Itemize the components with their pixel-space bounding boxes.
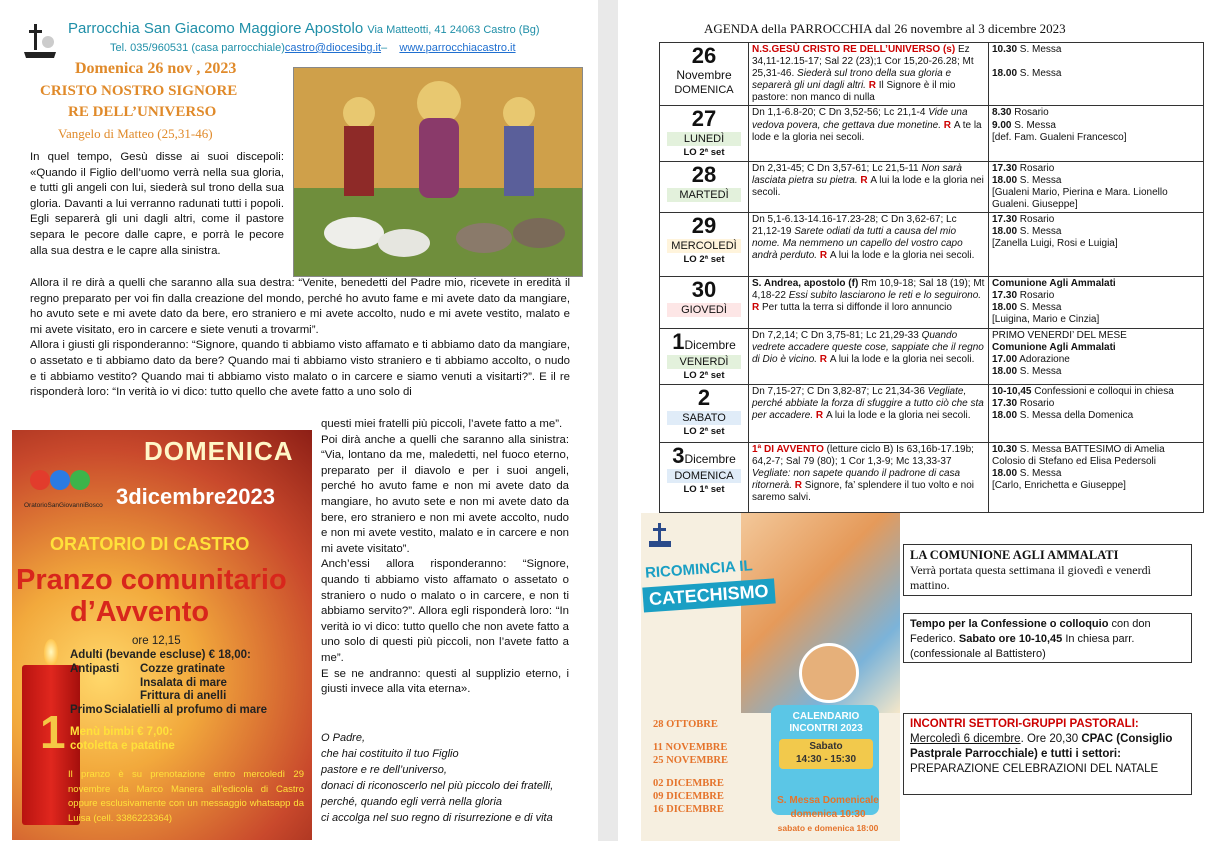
agenda-table (659, 42, 1204, 513)
mass-line (992, 238, 1200, 250)
meetings-end: PREPARAZIONE CELEBRAZIONI DEL NATALE (910, 763, 1159, 775)
poster-oratory: ORATORIO DI CASTRO (50, 534, 250, 554)
kids-price: Menù bimbi € 7,00: (70, 726, 173, 738)
gospel-paragraph-6: E se ne andranno: questi al supplizio eterno, i giusti invece alla vita eterna». (321, 667, 569, 696)
reading-text: A lui la lode e la gloria nei secoli. (752, 174, 984, 198)
day-number: 26 (691, 43, 717, 68)
agenda-date-cell (660, 161, 749, 212)
mass-line (992, 386, 1200, 398)
date-item: 28 OTTOBRE (653, 719, 718, 730)
mass-line (992, 314, 1200, 326)
gospel-reference: Vangelo di Matteo (25,31-46) (58, 126, 213, 141)
readings-cell (749, 106, 989, 161)
confession-title: Tempo per la Confessione o colloquio (910, 618, 1109, 630)
mass-cell (989, 212, 1204, 276)
confession-text-1: con don Federico. (910, 618, 1151, 645)
reading-text: Dn 5,1-6.13-14.16-17.23-28; C Dn 3,62-67; Lc 21,12-19 (752, 213, 957, 238)
agenda-row (660, 106, 1204, 161)
date-item: 16 DICEMBRE (653, 804, 724, 815)
reading-text: 1ª DI AVVENTO (752, 443, 824, 455)
agenda-row (660, 43, 1204, 106)
communion-text: Verrà portata questa settimana il giovedì e venerdì mattino. (910, 563, 1151, 592)
reading-text: Quando vedrete accadere queste cose, sappiate che il regno di Dio è vicino. (752, 329, 984, 366)
mass-time: 18.00 (992, 226, 1018, 238)
mass-cell (989, 384, 1204, 442)
reading-text: Vegliate: non sapete quando il padrone di casa ritornerà. (752, 468, 961, 492)
mass-line (992, 354, 1200, 366)
catechism-poster (641, 513, 900, 841)
oratory-logo (26, 464, 96, 500)
mass-line (992, 342, 1200, 354)
liturgy-week: LO 2ª set (683, 253, 725, 265)
date-item: 09 DICEMBRE (653, 791, 724, 802)
reading-text: Ez 34,11-12.15-17; Sal 22 (23);1 Cor 15,20-26.28; Mt 25,31-46. (752, 44, 974, 80)
meetings-bold: CPAC (Consiglio Pastprale Parrocchiale) e tutti i settori: (910, 733, 1173, 760)
website-link[interactable]: www.parrocchiacastro.it (399, 42, 516, 54)
weekday-label: MARTEDÌ (667, 188, 741, 202)
mass-time: 18.00 (992, 410, 1018, 422)
reading-text: R (817, 250, 830, 262)
mass-time: 10-10,45 (992, 385, 1032, 397)
mass-label: PRIMO VENERDI’ DEL MESE (992, 329, 1127, 341)
right-page (618, 0, 1216, 841)
reading-text: A lui la lode e la gloria nei secoli. (825, 410, 971, 422)
adults-price: Adulti (bevande escluse) € 18,00: (70, 649, 251, 661)
prayer-line: perché, quando egli verrà nella gloria (321, 796, 503, 808)
calendar-hours: 14:30 - 15:30 (795, 754, 857, 765)
liturgy-week: LO 2ª set (683, 425, 725, 437)
gospel-paragraph-5: Anch’essi allora risponderanno: “Signore, quando ti abbiamo visto affamato o assetato o straniero o nudo o malato o in carcere, e non ti abbiamo servito?”. Allora egli risponderà loro: “In verità io vi dico: tutto quello che non avete fatto a uno solo di questi più piccoli, non l’avete fatto a me”. (321, 558, 569, 664)
weekday-label: VENERDÌ (667, 355, 741, 369)
mass-label: Comunione Agli Ammalati (992, 277, 1116, 289)
weekday-label: DOMENICA (667, 469, 741, 483)
agenda-date-cell (660, 212, 749, 276)
reading-text: S. Andrea, apostolo (f) (752, 277, 862, 289)
mass-sub: sabato e domenica 18:00 (777, 823, 879, 833)
parish-header (68, 20, 540, 37)
poster-date: 3dicembre2023 (116, 484, 275, 509)
mass-title: S. Messa Domenicale (777, 795, 879, 806)
mass-label: [def. Fam. Gualeni Francesco] (992, 131, 1127, 143)
mass-line (992, 107, 1200, 119)
agenda-date-cell (660, 442, 749, 512)
email-link[interactable]: castro@diocesibg.it (284, 42, 382, 54)
confession-text-2: In chiesa parr. (confessionale al Battistero) (910, 633, 1135, 660)
readings-cell (749, 161, 989, 212)
mass-time: 17.30 (992, 162, 1018, 174)
mass-line (992, 480, 1200, 492)
mass-label: S. Messa (1017, 68, 1062, 80)
calendar-title: CALENDARIO INCONTRI 2023 (789, 711, 863, 734)
mass-cell (989, 43, 1204, 106)
mass-label: S. Messa BATTESIMO di Amelia Colosio di Stefano ed Elisa Pedersoli (992, 443, 1165, 468)
parish-logo (20, 22, 60, 60)
communion-notice (903, 544, 1192, 596)
reading-text: R (865, 80, 879, 92)
reading-text: R (752, 302, 762, 314)
reading-text: R (857, 174, 871, 186)
candle: 1 (22, 665, 80, 825)
mass-label: S. Messa (1017, 468, 1062, 480)
date-item: 11 NOVEMBRE (653, 742, 728, 753)
reading-text: A te la lode e la gloria nei secoli. (752, 119, 982, 143)
reading-text: Per tutta la terra si diffonde il loro annuncio (762, 302, 952, 314)
agenda-row (660, 328, 1204, 384)
meetings-date: Mercoledì 6 dicembre (910, 733, 1021, 745)
prayer-line: che hai costituito il tuo Figlio (321, 748, 459, 760)
catechism-icon (649, 523, 671, 547)
agenda-row (660, 276, 1204, 328)
gospel-paragraph-2: Allora il re dirà a quelli che saranno alla sua destra: “Venite, benedetti del Padre mio, ricevete in eredità il regno preparato per voi fin dalla creazione del mondo, perché ho avuto fame e mi avete dato da mangiare, ho avuto sete e mi avete dato da bere, ero straniero e mi avete accolto, nudo e mi avete vestito, malato e mi avete visitato, ero in carcere e siete venuti a trovarmi”. (30, 277, 570, 336)
mass-time: 18.00 (992, 302, 1018, 314)
mass-line (992, 278, 1200, 290)
mass-time: 17.00 (992, 354, 1018, 366)
mass-line (992, 290, 1200, 302)
day-number: 27 (691, 106, 717, 132)
mass-label: [Gualeni Mario, Pierina e Mara. Lionello Gualeni. Giuseppe] (992, 186, 1168, 210)
mass-label: Rosario (1017, 213, 1055, 225)
mass-time: 17.30 (992, 213, 1018, 225)
day-number: 30 (691, 276, 717, 302)
agenda-row (660, 161, 1204, 212)
catechism-title-1: RICOMINCIA IL (644, 557, 754, 582)
weekday-label: LUNEDÌ (667, 132, 741, 146)
meetings-notice (903, 713, 1192, 795)
collect-prayer (321, 730, 581, 826)
mass-line (992, 366, 1200, 378)
mass-time: 18.00 (992, 68, 1018, 80)
mass-time: 18.00 (992, 366, 1018, 378)
agenda-date-cell (660, 106, 749, 161)
readings-cell (749, 276, 989, 328)
mass-line (992, 226, 1200, 238)
reading-text: Sarete odiati da tutti a causa del mio nome. Ma nemmeno un capello del vostro capo andrà perduto. (752, 226, 963, 262)
reading-text: Siederà sul trono della sua gloria e separerà gli uni dagli altri. (752, 68, 952, 92)
agenda-date-cell (660, 328, 749, 384)
reading-text: Dn 1,1-6.8-20; C Dn 3,52-56; Lc 21,1-4 (752, 107, 929, 119)
date-item: 25 NOVEMBRE (653, 755, 728, 766)
day-number: 2 (697, 384, 711, 410)
mass-time: 10.30 (992, 44, 1018, 55)
menu-row: Antipasti Cozze gratinate (70, 663, 225, 675)
mass-cell (989, 442, 1204, 512)
mass-line (992, 132, 1200, 144)
mass-time: 17.30 (992, 290, 1018, 302)
reading-text: (letture ciclo B) Is 63,16b-17.19b; 64,2-7; Sal 79 (80); 1 Cor 1,3-9; Mc 13,33-37 (752, 443, 974, 468)
mass-label: S. Messa (1011, 119, 1056, 131)
mass-line (992, 44, 1200, 56)
mass-line (992, 175, 1200, 187)
mass-line (992, 120, 1200, 132)
mass-time: 8.30 (992, 107, 1012, 119)
mass-line (992, 398, 1200, 410)
agenda-title: AGENDA della PARROCCHIA dal 26 novembre al 3 dicembre 2023 (704, 21, 1066, 36)
parish-name: Parrocchia San Giacomo Maggiore Apostolo (68, 20, 364, 37)
readings-cell (749, 384, 989, 442)
christ-king-mosaic (293, 67, 583, 277)
sunday-date: Domenica 26 nov , 2023 (75, 60, 237, 77)
feast-title-1: CRISTO NOSTRO SIGNORE (40, 83, 238, 99)
meetings-title: INCONTRI SETTORI-GRUPPI PASTORALI: (910, 718, 1139, 730)
agenda-row (660, 442, 1204, 512)
reading-text: Signore, fa’ splendere il tuo volto e noi saremo salvi. (752, 480, 974, 504)
mass-label: Rosario (1017, 290, 1055, 302)
reading-text: Essi subito lasciarono le reti e lo seguirono. (788, 290, 982, 302)
communion-title: LA COMUNIONE AGLI AMMALATI (910, 548, 1119, 562)
prayer-line: O Padre, (321, 732, 366, 744)
mass-label: S. Messa della Domenica (1017, 410, 1134, 422)
mass-line (992, 68, 1200, 80)
reading-text: R (817, 354, 830, 366)
gospel-paragraph-3b: questi miei fratelli più piccoli, l’avete fatto a me”. (321, 418, 563, 430)
month-label: Dicembre (684, 337, 736, 352)
menu-row: Frittura di anelli (140, 690, 227, 702)
poster-title-1: Pranzo comunitario (16, 564, 287, 596)
booking-note: Il pranzo è su prenotazione entro mercoledì 29 novembre da Marco Manera all’edicola di Castro oppure esclusivamente con un messaggio whatsapp da Luisa (cell. 3386223364) (68, 769, 304, 824)
confession-notice (903, 613, 1192, 663)
liturgy-week: LO 2ª set (683, 147, 725, 159)
gospel-paragraph-4: Poi dirà anche a quelli che saranno alla sinistra: “Via, lontano da me, maledetti, nel fuoco eterno, preparato per il diavolo e per i suoi angeli, perché ho avuto fame e non mi avete dato da mangiare, ho avuto sete e non mi avete dato da bere, ero straniero e non mi avete accolto, nudo e non mi avete vestito, malato e in carcere e non mi avete visitato”. (321, 433, 569, 555)
mass-time: 17.30 (992, 398, 1018, 410)
mass-label: Comunione Agli Ammalati (992, 342, 1116, 354)
mass-label: [Carlo, Enrichetta e Giuseppe] (992, 480, 1126, 492)
mass-label: Adorazione (1017, 354, 1070, 366)
mass-cell (989, 106, 1204, 161)
mass-line (992, 163, 1200, 175)
prayer-line: donaci di riconoscerlo nel più piccolo dei fratelli, (321, 780, 554, 792)
mass-line (992, 468, 1200, 480)
left-page (0, 0, 598, 841)
mass-label: [Luigina, Mario e Cinzia] (992, 314, 1100, 326)
reading-text: N.S.GESÙ CRISTO RE DELL’UNIVERSO (s) (752, 44, 956, 55)
mass-label: [Zanella Luigi, Rosi e Luigia] (992, 238, 1118, 250)
mass-time: 18.00 (992, 468, 1018, 480)
mass-time: 9.00 (992, 119, 1012, 131)
mass-cell (989, 328, 1204, 384)
reading-text: Vegliate, perché abbiate la forza di sfuggire a tutto ciò che sta per accadere. (752, 385, 984, 422)
poster-day: DOMENICA (144, 436, 294, 466)
mass-label: S. Messa (1017, 174, 1062, 186)
mass-time: 18.00 (992, 174, 1018, 186)
mass-line (992, 302, 1200, 314)
mass-line (992, 187, 1200, 211)
menu-list (70, 663, 267, 717)
readings-cell (749, 212, 989, 276)
date-item: 02 DICEMBRE (653, 778, 724, 789)
gospel-text-right (321, 417, 569, 698)
liturgy-week: LO 2ª set (683, 369, 725, 381)
gospel-paragraph-3: Allora i giusti gli risponderanno: “Signore, quando ti abbiamo visto affamato e ti abbiamo dato da mangiare, o assetato e ti abbiamo dato da bere? Quando mai ti abbiamo visto straniero e ti abbiamo accolto, o nudo e ti abbiamo vestito? Quando mai ti abbiamo visto malato o in carcere e siamo venuti a visitarti?”. E il re risponderà loro: “In verità io vi dico: tutto quello che avete fatto a uno solo di (30, 339, 570, 399)
agenda-date-cell (660, 43, 749, 106)
separator: – (381, 42, 388, 54)
mass-line (992, 56, 1200, 68)
agenda-row (660, 212, 1204, 276)
day-number: 28 (691, 161, 717, 187)
mass-label: Rosario (1011, 107, 1049, 119)
calendar-day: Sabato (809, 741, 843, 752)
reading-text: R (813, 410, 826, 422)
mass-line (992, 214, 1200, 226)
menu-row: PrimoScialatielli al profumo di mare (70, 703, 267, 716)
weekday-label: SABATO (667, 411, 741, 425)
weekday-label: GIOVEDÌ (667, 303, 741, 317)
agenda-date-cell (660, 276, 749, 328)
mass-line (992, 444, 1200, 468)
lunch-poster (12, 430, 312, 840)
contact-line (110, 42, 516, 54)
mass-label: S. Messa (1017, 302, 1062, 314)
mass-label: S. Messa (1017, 366, 1062, 378)
confession-time: Sabato ore 10-10,45 (958, 633, 1063, 645)
mass-label: S. Messa (1017, 226, 1062, 238)
day-number: 1 (672, 328, 685, 354)
mass-label: Rosario (1017, 398, 1055, 410)
phone: Tel. 035/960531 (casa parrocchiale) (110, 42, 285, 54)
day-number: 3 (672, 442, 685, 468)
reading-text: A lui la lode e la gloria nei secoli. (829, 250, 975, 262)
reading-text: R (792, 480, 805, 492)
weekday-label: DOMENICA (667, 83, 741, 97)
weekday-label: MERCOLEDÌ (667, 239, 741, 253)
parish-address: Via Matteotti, 41 24063 Castro (Bg) (367, 24, 540, 36)
reading-text: A lui la lode e la gloria nei secoli. (829, 354, 975, 366)
liturgy-week: LO 1ª set (683, 483, 725, 495)
gospel-paragraph-1: In quel tempo, Gesù disse ai suoi discepoli: «Quando il Figlio dell’uomo verrà nella sua gloria, e tutti gli angeli con lui, siederà sul trono della sua gloria. Davanti a lui verranno radunati tutti i popoli. Egli separerà gli uni dagli altri, come il pastore separa le pecore dalle capre, e porrà le pecore alla sua destra e le capre alla sinistra. (30, 151, 284, 257)
reading-text: Il Signore è il mio pastore: non manco di nulla (752, 80, 956, 104)
gospel-text-top (30, 150, 284, 259)
readings-cell (749, 442, 989, 512)
kids-circle-photo (799, 643, 859, 703)
reading-text: Non sarà lasciata pietra su pietra. (752, 162, 962, 186)
feast-title-2: RE DELL’UNIVERSO (68, 104, 217, 120)
mass-label: Confessioni e colloqui in chiesa (1031, 385, 1174, 397)
reading-text: R (941, 119, 954, 131)
poster-title-2: d’Avvento (70, 596, 210, 628)
reading-text: Dn 7,15-27; C Dn 3,82-87; Lc 21,34-36 (752, 385, 928, 397)
mass-line (992, 410, 1200, 422)
readings-cell (749, 328, 989, 384)
mass-cell (989, 276, 1204, 328)
catechism-title-2: CATECHISMO (642, 578, 775, 612)
oratory-logo-text: OratorioSanGiovanniBosco (24, 502, 103, 509)
day-number: 29 (691, 212, 717, 238)
reading-text: Rm 10,9-18; Sal 18 (19); Mt 4,18-22 (752, 277, 985, 302)
menu-row: Insalata di mare (140, 676, 227, 689)
mass-line (992, 330, 1200, 342)
reading-text: Dn 2,31-45; C Dn 3,57-61; Lc 21,5-11 (752, 162, 922, 174)
mass-label: S. Messa (1017, 44, 1062, 55)
mass-cell (989, 161, 1204, 212)
gospel-text-middle (30, 276, 570, 401)
meetings-time: . Ore 20,30 (1020, 733, 1082, 745)
month-label: Novembre (676, 68, 732, 82)
readings-cell (749, 43, 989, 106)
agenda-date-cell (660, 384, 749, 442)
mass-label: Rosario (1017, 162, 1055, 174)
catechism-dates (653, 718, 728, 816)
prayer-line: pastore e re dell’universo, (321, 764, 447, 776)
mass-time: domenica 10:30 (790, 809, 866, 820)
agenda-row (660, 384, 1204, 442)
mass-time: 10.30 (992, 443, 1018, 455)
prayer-line: ci accolga nel suo regno di risurrezione e di vita (321, 812, 553, 824)
month-label: Dicembre (684, 451, 736, 466)
reading-text: Dn 7,2,14; C Dn 3,75-81; Lc 21,29-33 (752, 329, 922, 341)
reading-text: Vide una vedova povera, che gettava due monetine. (752, 107, 968, 131)
kids-menu: cotoletta e patatine (70, 740, 175, 752)
lunch-time: ore 12,15 (132, 635, 181, 647)
